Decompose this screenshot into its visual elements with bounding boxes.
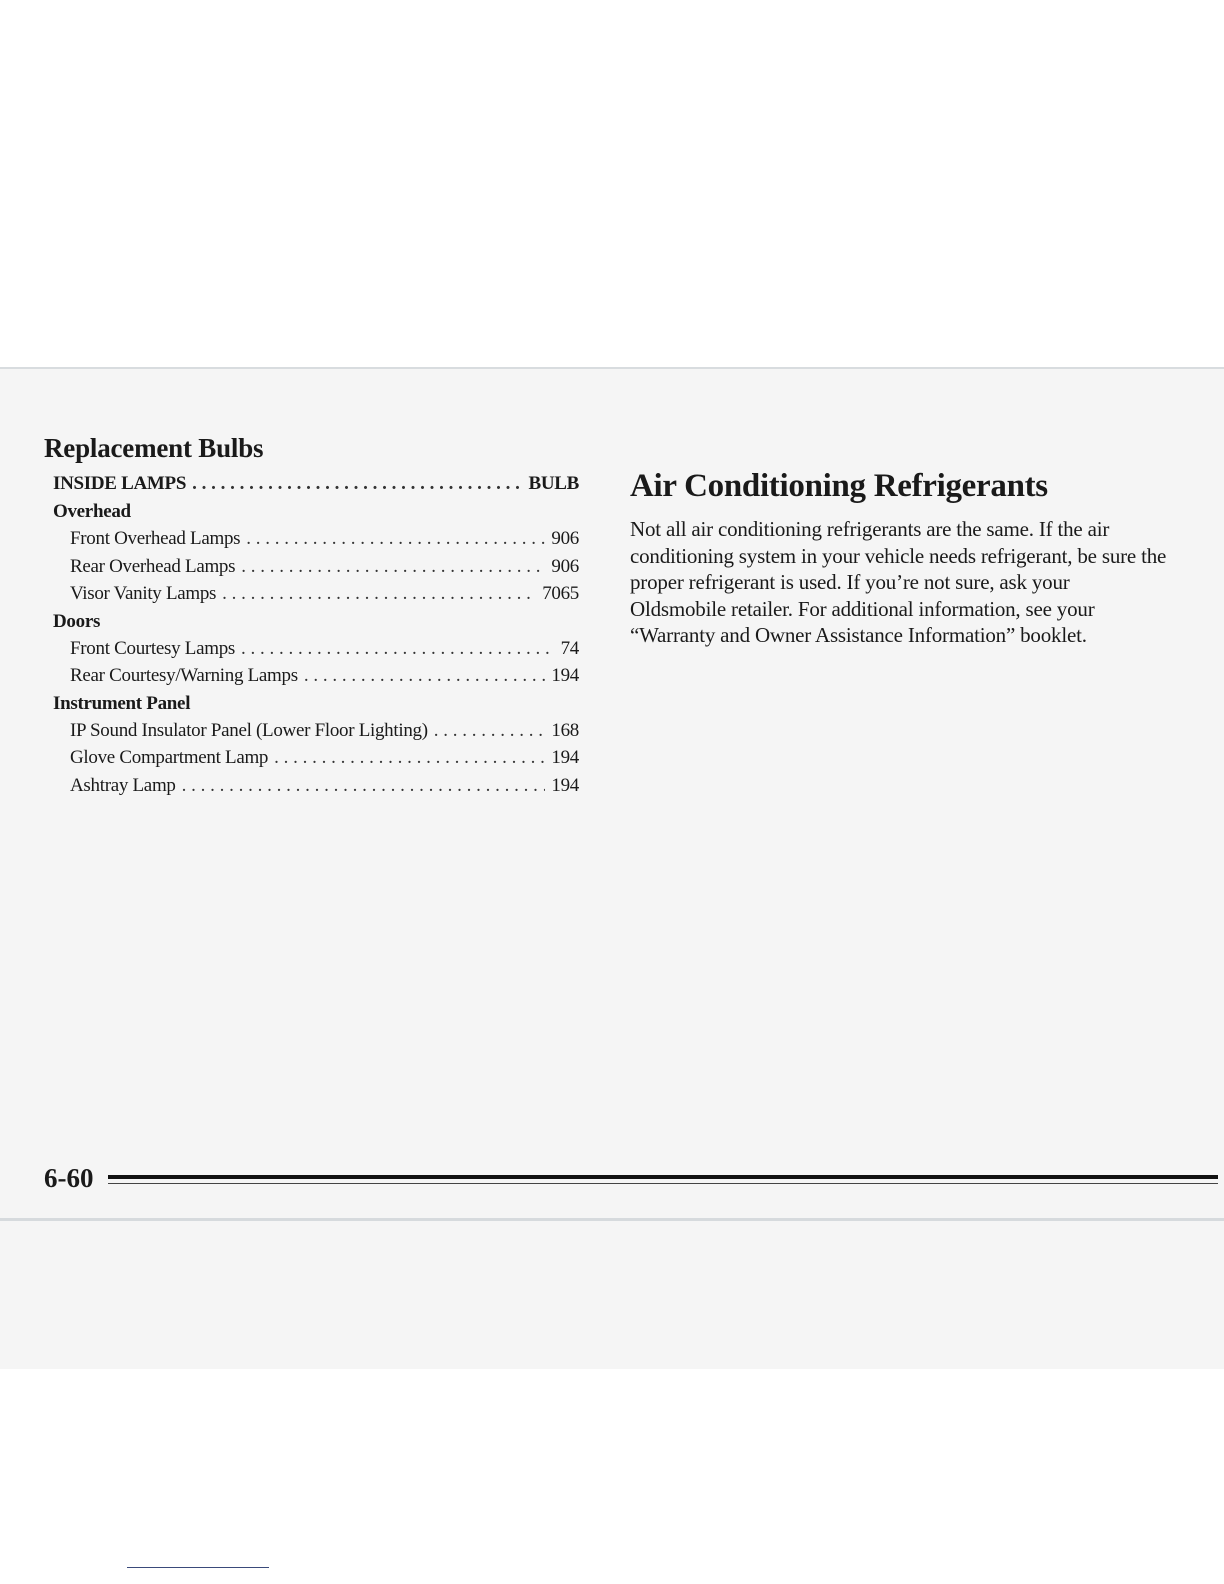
bulb-row	[70, 635, 579, 663]
lamp-name: Rear Overhead Lamps	[70, 555, 236, 577]
bulb-row	[70, 553, 579, 581]
lamp-name: Front Overhead Lamps	[70, 528, 241, 549]
lamp-name: Ashtray Lamp	[70, 774, 176, 796]
bulb-row	[70, 772, 579, 800]
air-conditioning-section	[630, 466, 1170, 649]
replacement-bulbs-heading: Replacement Bulbs	[44, 433, 264, 463]
dot-leader	[434, 717, 546, 745]
replacement-bulbs-section	[44, 432, 579, 799]
page-number: 6-60	[44, 1163, 94, 1193]
bottom-divider-line	[127, 1567, 269, 1568]
inside-lamps-label: INSIDE LAMPS	[53, 473, 187, 494]
lamp-name: IP Sound Insulator Panel (Lower Floor Lighting)	[70, 719, 428, 741]
footer-rule-thin	[108, 1183, 1218, 1184]
bulb-number: 194	[551, 747, 579, 768]
bulb-row	[70, 744, 579, 772]
air-conditioning-heading: Air Conditioning Refrigerants	[630, 468, 1048, 504]
dot-leader	[304, 662, 546, 690]
bulb-row	[70, 662, 579, 690]
dot-leader	[182, 772, 546, 800]
category-doors: Doors	[53, 610, 101, 632]
category-overhead: Overhead	[53, 501, 131, 522]
bulb-column-label: BULB	[528, 473, 579, 494]
bulb-row	[70, 525, 579, 553]
bulb-number: 906	[551, 528, 579, 549]
page-edge-shadow	[0, 1218, 1224, 1221]
dot-leader	[241, 635, 555, 663]
bulb-number: 194	[551, 665, 579, 686]
lamp-name: Glove Compartment Lamp	[70, 747, 269, 768]
lamp-name: Visor Vanity Lamps	[70, 583, 217, 604]
dot-leader	[222, 580, 536, 608]
dot-leader	[274, 744, 545, 772]
bulb-row	[70, 717, 579, 745]
lamp-name: Rear Courtesy/Warning Lamps	[70, 665, 298, 686]
bulb-number: 906	[551, 555, 579, 577]
bulb-number: 74	[560, 637, 579, 659]
bulb-number: 194	[551, 774, 579, 796]
air-conditioning-body: Not all air conditioning refrigerants are the same. If the air conditioning system in your vehicle needs refrigerant, be sure the proper refrigerant is used. If you’re not sure, ask your Oldsmobile retailer. For additional information, see your “Warranty and Owner Assistance Information” booklet.	[630, 517, 1167, 647]
dot-leader	[192, 470, 522, 498]
footer-rule-thick	[108, 1175, 1218, 1179]
category-instrument-panel: Instrument Panel	[53, 692, 191, 714]
bulb-number: 7065	[542, 583, 579, 604]
page-footer	[44, 1160, 1174, 1200]
dot-leader	[246, 525, 545, 553]
bulb-row	[70, 580, 579, 608]
bulb-table-header	[53, 470, 579, 498]
bulb-number: 168	[551, 719, 579, 741]
dot-leader	[241, 553, 545, 581]
lamp-name: Front Courtesy Lamps	[70, 637, 235, 659]
